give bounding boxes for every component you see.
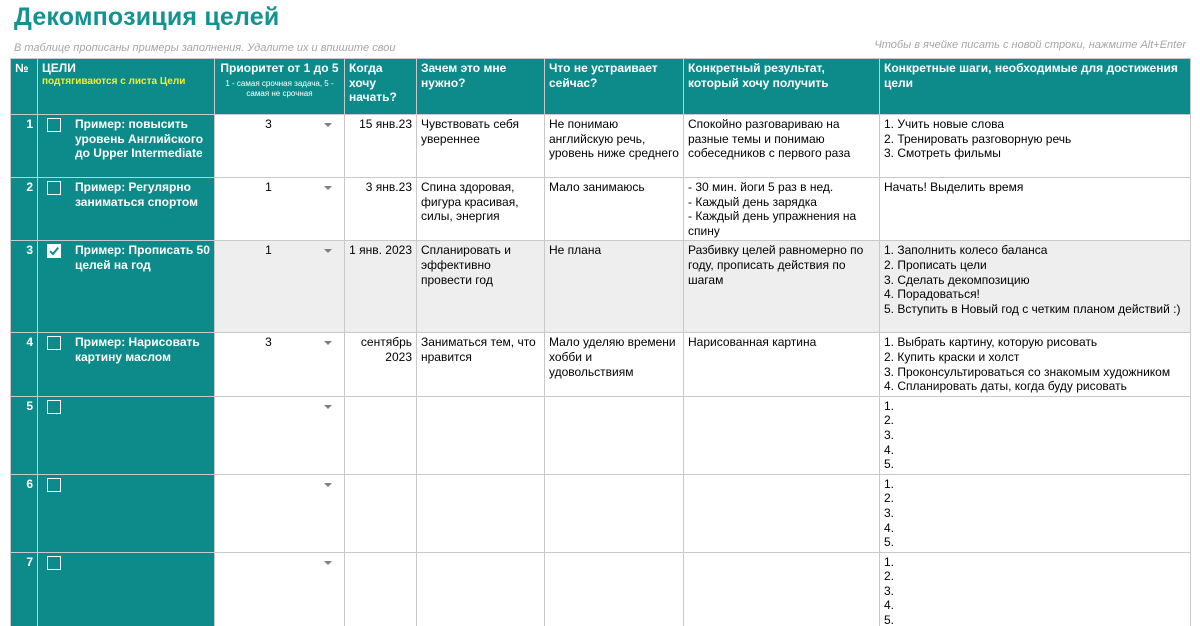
why-cell[interactable] bbox=[417, 396, 545, 474]
steps-cell[interactable] bbox=[880, 396, 1191, 474]
steps-cell[interactable] bbox=[880, 178, 1191, 241]
dislike-cell[interactable]: Мало занимаюсь bbox=[545, 178, 684, 241]
result-cell[interactable]: - 30 мин. йоги 5 раз в нед. - Каждый день зарядка - Каждый день упражнения на спину bbox=[684, 178, 880, 241]
header-goals[interactable] bbox=[38, 59, 215, 115]
header-goals-sub: подтягиваются с листа Цели bbox=[42, 75, 186, 87]
step-line: 3. bbox=[884, 427, 895, 442]
step-line: 3. Смотреть фильмы bbox=[884, 146, 1001, 161]
start-date-cell[interactable] bbox=[345, 474, 417, 552]
table-row bbox=[11, 333, 1191, 396]
row-number-cell[interactable] bbox=[11, 115, 38, 178]
goal-cell[interactable] bbox=[38, 552, 215, 626]
priority-dropdown[interactable] bbox=[215, 115, 345, 178]
goals-table bbox=[10, 58, 1191, 626]
step-line: 1. Учить новые слова bbox=[884, 117, 1005, 131]
goal-wrap bbox=[42, 477, 210, 492]
step-line: 5. bbox=[884, 613, 895, 626]
goal-cell[interactable] bbox=[38, 115, 215, 178]
goal-text: Пример: Регулярно заниматься спортом bbox=[75, 180, 198, 209]
step-line: 3. bbox=[884, 505, 895, 520]
header-steps[interactable]: Конкретные шаги, необходимые для достижения цели bbox=[880, 59, 1191, 115]
step-line: 5. bbox=[884, 457, 895, 472]
step-line: 5. bbox=[884, 535, 895, 550]
goal-cell[interactable] bbox=[38, 474, 215, 552]
goal-wrap bbox=[42, 555, 210, 570]
row-number-cell[interactable] bbox=[11, 552, 38, 626]
table-body bbox=[11, 115, 1191, 626]
goal-wrap bbox=[42, 243, 210, 272]
dropdown-arrow-icon[interactable] bbox=[324, 561, 332, 565]
dropdown-arrow-icon[interactable] bbox=[324, 341, 332, 345]
dislike-cell[interactable] bbox=[545, 396, 684, 474]
result-cell[interactable]: Разбивку целей равномерно по году, прописать действия по шагам bbox=[684, 241, 880, 333]
priority-value: 3 bbox=[265, 117, 272, 131]
dropdown-arrow-icon[interactable] bbox=[324, 483, 332, 487]
row-number: 1 bbox=[26, 117, 33, 131]
goal-text: Пример: Нарисовать картину маслом bbox=[75, 335, 200, 364]
row-number: 5 bbox=[26, 398, 33, 413]
step-line: 5. Вступить в Новый год с четким планом действий :) bbox=[884, 301, 1181, 316]
goal-wrap bbox=[42, 180, 210, 209]
start-date-cell[interactable]: сентябрь 2023 bbox=[345, 333, 417, 396]
table-row bbox=[11, 552, 1191, 626]
dropdown-arrow-icon[interactable] bbox=[324, 405, 332, 409]
step-line: 2. bbox=[884, 413, 895, 428]
step-line: 1. bbox=[884, 476, 895, 491]
priority-dropdown[interactable] bbox=[215, 178, 345, 241]
goal-cell[interactable] bbox=[38, 333, 215, 396]
goal-wrap bbox=[42, 117, 210, 161]
step-line: 4. bbox=[884, 598, 895, 613]
hint-alt-enter: Чтобы в ячейке писать с новой строки, нажмите Alt+Enter bbox=[874, 39, 1186, 51]
step-line: 1. Выбрать картину, которую рисовать bbox=[884, 335, 1098, 350]
step-line: 3. Проконсультироваться со знакомым художником bbox=[884, 364, 1171, 379]
done-checkbox[interactable] bbox=[47, 400, 61, 414]
checkmark-icon bbox=[48, 245, 60, 257]
start-date-cell[interactable]: 3 янв.23 bbox=[345, 178, 417, 241]
steps-cell[interactable] bbox=[880, 333, 1191, 396]
dislike-cell[interactable]: Не плана bbox=[545, 241, 684, 333]
done-checkbox[interactable] bbox=[47, 478, 61, 492]
table-row bbox=[11, 178, 1191, 241]
step-line: 2. Тренировать разговорную речь bbox=[884, 131, 1072, 146]
header-goals-label: ЦЕЛИ bbox=[42, 61, 76, 75]
done-checkbox[interactable] bbox=[47, 556, 61, 570]
step-line: 1. bbox=[884, 398, 895, 413]
why-cell[interactable] bbox=[417, 474, 545, 552]
dislike-cell[interactable] bbox=[545, 474, 684, 552]
dropdown-arrow-icon[interactable] bbox=[324, 186, 332, 190]
goal-text: Пример: Прописать 50 целей на год bbox=[75, 243, 210, 272]
start-date-cell[interactable]: 1 янв. 2023 bbox=[345, 241, 417, 333]
dislike-cell[interactable]: Мало уделяю времени хобби и удовольствиям bbox=[545, 333, 684, 396]
goal-cell[interactable] bbox=[38, 396, 215, 474]
header-when[interactable]: Когда хочу начать? bbox=[345, 59, 417, 115]
step-line: 4. Спланировать даты, когда буду рисовать bbox=[884, 379, 1127, 394]
why-cell[interactable]: Чувствовать себя увереннее bbox=[417, 115, 545, 178]
result-cell[interactable] bbox=[684, 552, 880, 626]
step-line: 2. bbox=[884, 569, 895, 584]
result-cell[interactable] bbox=[684, 474, 880, 552]
step-line: 2. bbox=[884, 491, 895, 506]
result-cell[interactable]: Нарисованная картина bbox=[684, 333, 880, 396]
step-line: 1. Заполнить колесо баланса bbox=[884, 243, 1048, 258]
row-number: 3 bbox=[26, 243, 33, 258]
dropdown-arrow-icon[interactable] bbox=[324, 123, 332, 127]
header-result[interactable]: Конкретный результат, который хочу получить bbox=[684, 59, 880, 115]
header-why[interactable]: Зачем это мне нужно? bbox=[417, 59, 545, 115]
done-checkbox[interactable] bbox=[47, 244, 61, 258]
steps-cell[interactable] bbox=[880, 474, 1191, 552]
hint-examples: В таблице прописаны примеры заполнения. Удалите их и впишите свои bbox=[14, 42, 396, 54]
row-number: 6 bbox=[26, 476, 33, 491]
row-number-cell[interactable] bbox=[11, 396, 38, 474]
priority-dropdown[interactable] bbox=[215, 241, 345, 333]
done-checkbox[interactable] bbox=[47, 118, 61, 132]
steps-cell[interactable] bbox=[880, 552, 1191, 626]
priority-value: 1 bbox=[265, 180, 272, 194]
steps-cell[interactable] bbox=[880, 115, 1191, 178]
header-num[interactable]: № bbox=[11, 59, 38, 115]
table-row bbox=[11, 396, 1191, 474]
dropdown-arrow-icon[interactable] bbox=[324, 249, 332, 253]
priority-dropdown[interactable] bbox=[215, 552, 345, 626]
step-line: 4. bbox=[884, 520, 895, 535]
step-line: 2. Купить краски и холст bbox=[884, 349, 1020, 364]
header-priority-sub: 1 - самая срочная задача, 5 - самая не срочная bbox=[225, 78, 334, 98]
goal-wrap bbox=[42, 335, 210, 364]
header-priority[interactable] bbox=[215, 59, 345, 115]
goal-cell[interactable] bbox=[38, 241, 215, 333]
header-row bbox=[11, 59, 1191, 115]
done-checkbox[interactable] bbox=[47, 181, 61, 195]
why-cell[interactable]: Заниматься тем, что нравится bbox=[417, 333, 545, 396]
result-cell[interactable]: Спокойно разговариваю на разные темы и понимаю собеседников с первого раза bbox=[684, 115, 880, 178]
row-number: 7 bbox=[26, 554, 33, 569]
step-line: 4. Порадоваться! bbox=[884, 287, 980, 302]
row-number: 2 bbox=[26, 180, 33, 194]
table-row bbox=[11, 241, 1191, 333]
step-line: 3. bbox=[884, 583, 895, 598]
goal-wrap bbox=[42, 399, 210, 414]
why-cell[interactable]: Спланировать и эффективно провести год bbox=[417, 241, 545, 333]
priority-dropdown[interactable] bbox=[215, 474, 345, 552]
goal-cell[interactable] bbox=[38, 178, 215, 241]
dislike-cell[interactable]: Не понимаю английскую речь, уровень ниже среднего bbox=[545, 115, 684, 178]
step-line: 1. bbox=[884, 554, 895, 569]
table-row bbox=[11, 474, 1191, 552]
header-priority-label: Приоритет от 1 до 5 bbox=[220, 61, 339, 75]
priority-value: 3 bbox=[265, 335, 272, 350]
step-line: 4. bbox=[884, 442, 895, 457]
sheet-title: Декомпозиция целей bbox=[14, 3, 280, 31]
steps-cell[interactable] bbox=[880, 241, 1191, 333]
priority-value: 1 bbox=[265, 243, 272, 258]
start-date-cell[interactable]: 15 янв.23 bbox=[345, 115, 417, 178]
result-cell[interactable] bbox=[684, 396, 880, 474]
row-number-cell[interactable] bbox=[11, 474, 38, 552]
table-row bbox=[11, 115, 1191, 178]
why-cell[interactable]: Спина здоровая, фигура красивая, силы, энергия bbox=[417, 178, 545, 241]
row-number-cell[interactable] bbox=[11, 178, 38, 241]
header-dislike[interactable]: Что не устраивает сейчас? bbox=[545, 59, 684, 115]
priority-dropdown[interactable] bbox=[215, 396, 345, 474]
start-date-cell[interactable] bbox=[345, 552, 417, 626]
row-number-cell[interactable] bbox=[11, 241, 38, 333]
row-number-cell[interactable] bbox=[11, 333, 38, 396]
why-cell[interactable] bbox=[417, 552, 545, 626]
start-date-cell[interactable] bbox=[345, 396, 417, 474]
done-checkbox[interactable] bbox=[47, 336, 61, 350]
step-line: 3. Сделать декомпозицию bbox=[884, 272, 1030, 287]
goal-text: Пример: повысить уровень Английского до Upper Intermediate bbox=[75, 117, 204, 161]
dislike-cell[interactable] bbox=[545, 552, 684, 626]
step-line: Начать! Выделить время bbox=[884, 180, 1024, 194]
row-number: 4 bbox=[26, 335, 33, 350]
step-line: 2. Прописать цели bbox=[884, 257, 987, 272]
priority-dropdown[interactable] bbox=[215, 333, 345, 396]
